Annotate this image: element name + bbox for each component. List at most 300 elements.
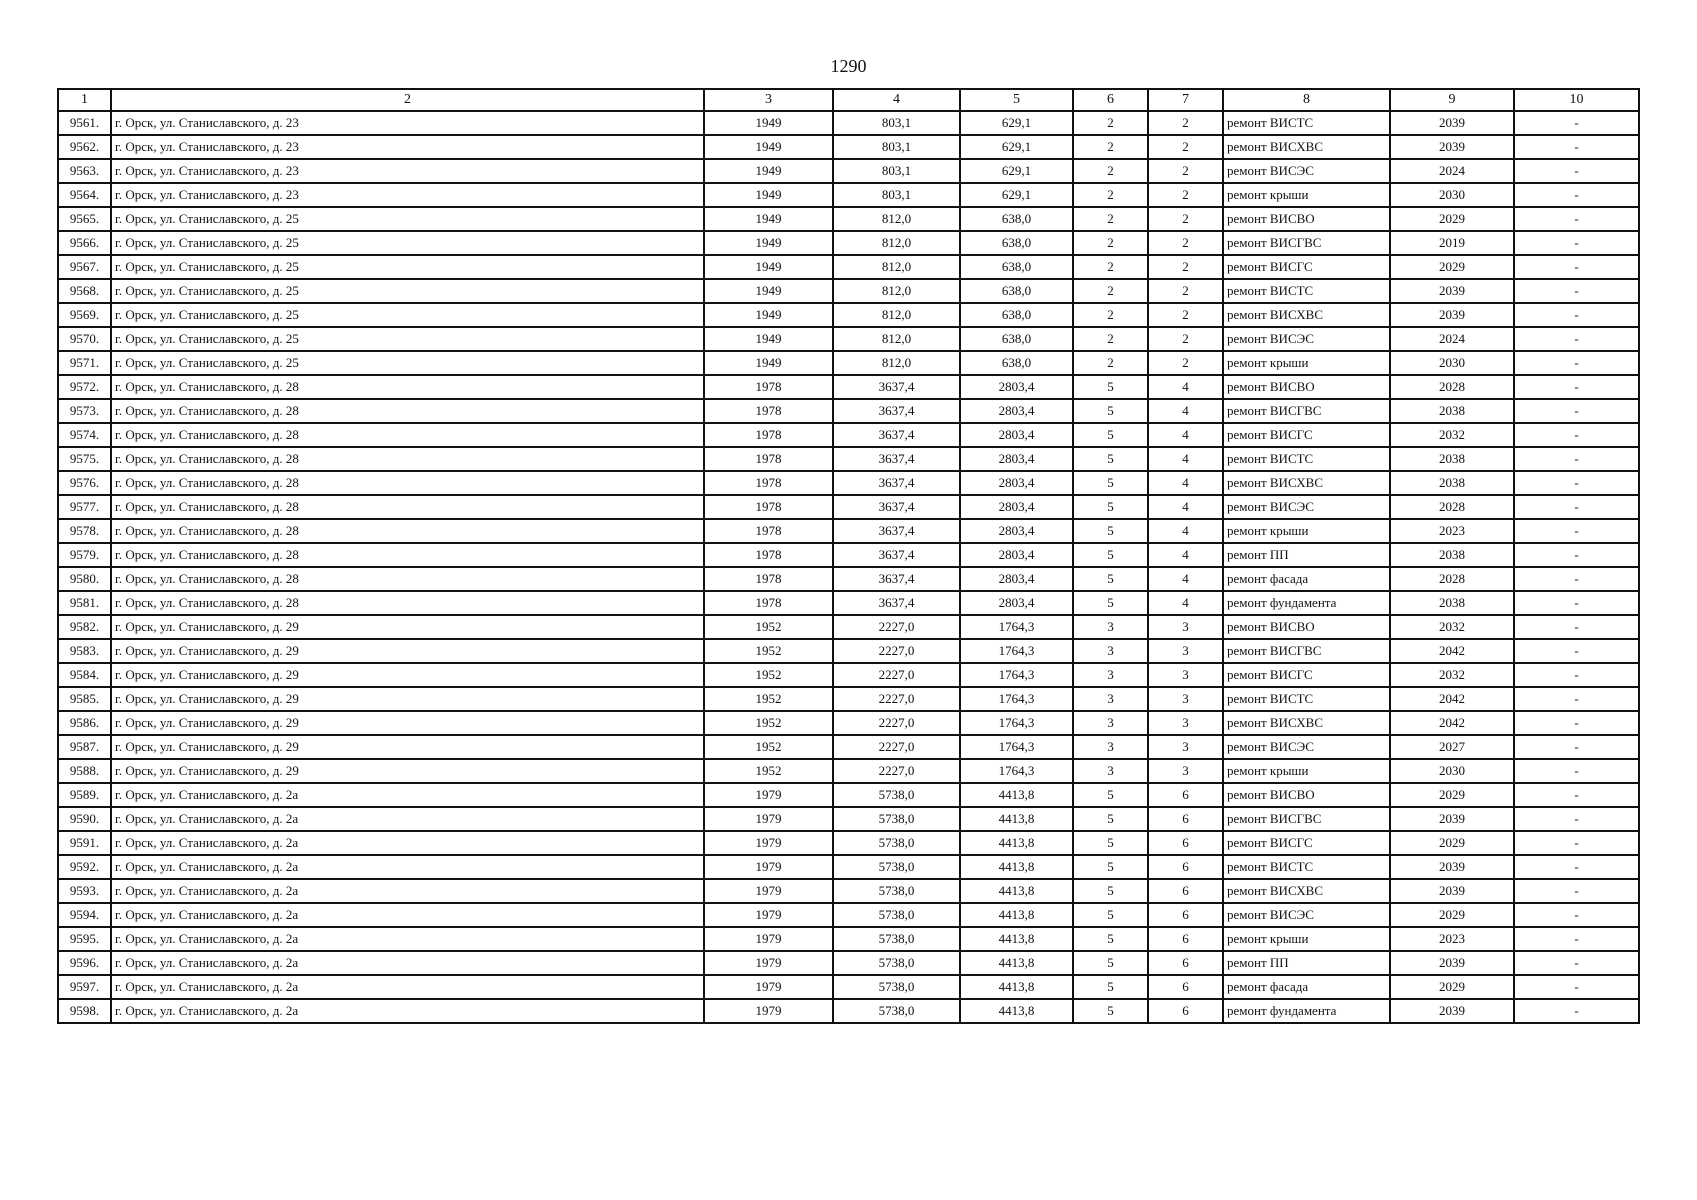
planned-year-cell: 2039 [1390, 879, 1514, 903]
table-row [58, 231, 1639, 255]
table-row [58, 615, 1639, 639]
cost-cell: - [1514, 543, 1639, 567]
row-number-cell: 9597. [58, 975, 111, 999]
cost-cell: - [1514, 495, 1639, 519]
build-year-cell: 1949 [704, 159, 833, 183]
total-area-cell: 812,0 [833, 231, 960, 255]
column-header-8: 8 [1223, 89, 1390, 111]
planned-year-cell: 2042 [1390, 639, 1514, 663]
entrances-cell: 4 [1148, 495, 1223, 519]
table-row [58, 831, 1639, 855]
work-type-cell: ремонт ВИСГС [1223, 255, 1390, 279]
floors-cell: 5 [1073, 447, 1148, 471]
entrances-cell: 2 [1148, 351, 1223, 375]
build-year-cell: 1978 [704, 543, 833, 567]
living-area-cell: 638,0 [960, 303, 1073, 327]
table-row [58, 783, 1639, 807]
total-area-cell: 5738,0 [833, 783, 960, 807]
build-year-cell: 1949 [704, 111, 833, 135]
floors-cell: 3 [1073, 711, 1148, 735]
work-type-cell: ремонт фундамента [1223, 591, 1390, 615]
table-row [58, 735, 1639, 759]
floors-cell: 5 [1073, 975, 1148, 999]
planned-year-cell: 2024 [1390, 159, 1514, 183]
entrances-cell: 4 [1148, 375, 1223, 399]
cost-cell: - [1514, 663, 1639, 687]
total-area-cell: 5738,0 [833, 831, 960, 855]
living-area-cell: 638,0 [960, 207, 1073, 231]
address-cell: г. Орск, ул. Станиславского, д. 25 [111, 255, 704, 279]
floors-cell: 2 [1073, 207, 1148, 231]
living-area-cell: 638,0 [960, 351, 1073, 375]
cost-cell: - [1514, 447, 1639, 471]
address-cell: г. Орск, ул. Станиславского, д. 25 [111, 351, 704, 375]
row-number-cell: 9574. [58, 423, 111, 447]
table-row [58, 567, 1639, 591]
cost-cell: - [1514, 735, 1639, 759]
row-number-cell: 9588. [58, 759, 111, 783]
row-number-cell: 9568. [58, 279, 111, 303]
living-area-cell: 638,0 [960, 327, 1073, 351]
work-type-cell: ремонт ВИСВО [1223, 375, 1390, 399]
cost-cell: - [1514, 135, 1639, 159]
row-number-cell: 9585. [58, 687, 111, 711]
planned-year-cell: 2029 [1390, 207, 1514, 231]
address-cell: г. Орск, ул. Станиславского, д. 2а [111, 855, 704, 879]
work-type-cell: ремонт ВИСГС [1223, 423, 1390, 447]
cost-cell: - [1514, 567, 1639, 591]
work-type-cell: ремонт ВИСВО [1223, 207, 1390, 231]
total-area-cell: 3637,4 [833, 519, 960, 543]
build-year-cell: 1949 [704, 279, 833, 303]
work-type-cell: ремонт ВИСЭС [1223, 159, 1390, 183]
table-row [58, 375, 1639, 399]
row-number-cell: 9577. [58, 495, 111, 519]
table-row [58, 855, 1639, 879]
table-row [58, 903, 1639, 927]
total-area-cell: 812,0 [833, 327, 960, 351]
address-cell: г. Орск, ул. Станиславского, д. 25 [111, 303, 704, 327]
cost-cell: - [1514, 711, 1639, 735]
row-number-cell: 9587. [58, 735, 111, 759]
build-year-cell: 1979 [704, 951, 833, 975]
living-area-cell: 2803,4 [960, 519, 1073, 543]
address-cell: г. Орск, ул. Станиславского, д. 28 [111, 399, 704, 423]
work-type-cell: ремонт ВИСЭС [1223, 903, 1390, 927]
planned-year-cell: 2029 [1390, 783, 1514, 807]
work-type-cell: ремонт ВИСТС [1223, 855, 1390, 879]
entrances-cell: 4 [1148, 399, 1223, 423]
planned-year-cell: 2027 [1390, 735, 1514, 759]
living-area-cell: 629,1 [960, 159, 1073, 183]
row-number-cell: 9595. [58, 927, 111, 951]
total-area-cell: 812,0 [833, 279, 960, 303]
floors-cell: 5 [1073, 831, 1148, 855]
build-year-cell: 1952 [704, 687, 833, 711]
cost-cell: - [1514, 687, 1639, 711]
work-type-cell: ремонт ВИСТС [1223, 279, 1390, 303]
living-area-cell: 1764,3 [960, 735, 1073, 759]
row-number-cell: 9590. [58, 807, 111, 831]
build-year-cell: 1952 [704, 615, 833, 639]
table-row [58, 543, 1639, 567]
entrances-cell: 2 [1148, 135, 1223, 159]
row-number-cell: 9562. [58, 135, 111, 159]
row-number-cell: 9579. [58, 543, 111, 567]
floors-cell: 5 [1073, 903, 1148, 927]
entrances-cell: 4 [1148, 567, 1223, 591]
address-cell: г. Орск, ул. Станиславского, д. 28 [111, 495, 704, 519]
living-area-cell: 2803,4 [960, 543, 1073, 567]
address-cell: г. Орск, ул. Станиславского, д. 2а [111, 951, 704, 975]
row-number-cell: 9591. [58, 831, 111, 855]
cost-cell: - [1514, 855, 1639, 879]
work-type-cell: ремонт ВИСВО [1223, 783, 1390, 807]
living-area-cell: 2803,4 [960, 375, 1073, 399]
living-area-cell: 4413,8 [960, 975, 1073, 999]
cost-cell: - [1514, 303, 1639, 327]
address-cell: г. Орск, ул. Станиславского, д. 28 [111, 375, 704, 399]
living-area-cell: 4413,8 [960, 951, 1073, 975]
entrances-cell: 2 [1148, 159, 1223, 183]
floors-cell: 2 [1073, 135, 1148, 159]
table-row [58, 495, 1639, 519]
build-year-cell: 1979 [704, 975, 833, 999]
address-cell: г. Орск, ул. Станиславского, д. 28 [111, 567, 704, 591]
cost-cell: - [1514, 759, 1639, 783]
floors-cell: 2 [1073, 255, 1148, 279]
work-type-cell: ремонт ВИСЭС [1223, 327, 1390, 351]
build-year-cell: 1949 [704, 207, 833, 231]
table-row [58, 759, 1639, 783]
row-number-cell: 9578. [58, 519, 111, 543]
total-area-cell: 5738,0 [833, 951, 960, 975]
living-area-cell: 4413,8 [960, 999, 1073, 1023]
planned-year-cell: 2032 [1390, 423, 1514, 447]
floors-cell: 5 [1073, 495, 1148, 519]
floors-cell: 3 [1073, 687, 1148, 711]
column-header-4: 4 [833, 89, 960, 111]
floors-cell: 2 [1073, 111, 1148, 135]
build-year-cell: 1979 [704, 879, 833, 903]
entrances-cell: 3 [1148, 711, 1223, 735]
planned-year-cell: 2023 [1390, 927, 1514, 951]
planned-year-cell: 2039 [1390, 279, 1514, 303]
planned-year-cell: 2039 [1390, 303, 1514, 327]
work-type-cell: ремонт крыши [1223, 183, 1390, 207]
floors-cell: 2 [1073, 231, 1148, 255]
table-body [58, 111, 1639, 1023]
living-area-cell: 2803,4 [960, 471, 1073, 495]
build-year-cell: 1978 [704, 567, 833, 591]
living-area-cell: 4413,8 [960, 903, 1073, 927]
total-area-cell: 812,0 [833, 351, 960, 375]
planned-year-cell: 2039 [1390, 951, 1514, 975]
row-number-cell: 9580. [58, 567, 111, 591]
table-row [58, 207, 1639, 231]
floors-cell: 2 [1073, 303, 1148, 327]
cost-cell: - [1514, 807, 1639, 831]
cost-cell: - [1514, 831, 1639, 855]
entrances-cell: 3 [1148, 663, 1223, 687]
address-cell: г. Орск, ул. Станиславского, д. 2а [111, 903, 704, 927]
living-area-cell: 4413,8 [960, 855, 1073, 879]
entrances-cell: 6 [1148, 903, 1223, 927]
total-area-cell: 5738,0 [833, 975, 960, 999]
address-cell: г. Орск, ул. Станиславского, д. 28 [111, 423, 704, 447]
work-type-cell: ремонт ВИСХВС [1223, 471, 1390, 495]
build-year-cell: 1949 [704, 303, 833, 327]
floors-cell: 5 [1073, 855, 1148, 879]
work-type-cell: ремонт ВИСЭС [1223, 735, 1390, 759]
planned-year-cell: 2029 [1390, 903, 1514, 927]
cost-cell: - [1514, 471, 1639, 495]
header-row [58, 89, 1639, 111]
planned-year-cell: 2039 [1390, 135, 1514, 159]
floors-cell: 2 [1073, 327, 1148, 351]
row-number-cell: 9575. [58, 447, 111, 471]
build-year-cell: 1949 [704, 135, 833, 159]
address-cell: г. Орск, ул. Станиславского, д. 29 [111, 735, 704, 759]
build-year-cell: 1949 [704, 255, 833, 279]
cost-cell: - [1514, 783, 1639, 807]
living-area-cell: 2803,4 [960, 399, 1073, 423]
cost-cell: - [1514, 423, 1639, 447]
entrances-cell: 4 [1148, 591, 1223, 615]
total-area-cell: 5738,0 [833, 927, 960, 951]
entrances-cell: 2 [1148, 255, 1223, 279]
total-area-cell: 812,0 [833, 303, 960, 327]
total-area-cell: 5738,0 [833, 807, 960, 831]
build-year-cell: 1949 [704, 231, 833, 255]
cost-cell: - [1514, 999, 1639, 1023]
build-year-cell: 1978 [704, 591, 833, 615]
build-year-cell: 1949 [704, 327, 833, 351]
living-area-cell: 4413,8 [960, 807, 1073, 831]
work-type-cell: ремонт ВИСХВС [1223, 711, 1390, 735]
build-year-cell: 1979 [704, 807, 833, 831]
address-cell: г. Орск, ул. Станиславского, д. 29 [111, 759, 704, 783]
floors-cell: 5 [1073, 927, 1148, 951]
planned-year-cell: 2039 [1390, 999, 1514, 1023]
total-area-cell: 2227,0 [833, 711, 960, 735]
total-area-cell: 2227,0 [833, 663, 960, 687]
cost-cell: - [1514, 927, 1639, 951]
floors-cell: 2 [1073, 351, 1148, 375]
table-row [58, 687, 1639, 711]
work-type-cell: ремонт фундамента [1223, 999, 1390, 1023]
address-cell: г. Орск, ул. Станиславского, д. 23 [111, 111, 704, 135]
floors-cell: 5 [1073, 999, 1148, 1023]
address-cell: г. Орск, ул. Станиславского, д. 2а [111, 975, 704, 999]
planned-year-cell: 2028 [1390, 375, 1514, 399]
entrances-cell: 3 [1148, 615, 1223, 639]
address-cell: г. Орск, ул. Станиславского, д. 29 [111, 615, 704, 639]
address-cell: г. Орск, ул. Станиславского, д. 29 [111, 663, 704, 687]
cost-cell: - [1514, 351, 1639, 375]
total-area-cell: 812,0 [833, 207, 960, 231]
planned-year-cell: 2038 [1390, 591, 1514, 615]
floors-cell: 5 [1073, 951, 1148, 975]
column-header-3: 3 [704, 89, 833, 111]
column-header-1: 1 [58, 89, 111, 111]
table-row [58, 303, 1639, 327]
cost-cell: - [1514, 327, 1639, 351]
entrances-cell: 2 [1148, 207, 1223, 231]
table-row [58, 807, 1639, 831]
entrances-cell: 6 [1148, 855, 1223, 879]
address-cell: г. Орск, ул. Станиславского, д. 29 [111, 687, 704, 711]
floors-cell: 3 [1073, 663, 1148, 687]
planned-year-cell: 2032 [1390, 663, 1514, 687]
work-type-cell: ремонт ВИСГВС [1223, 639, 1390, 663]
address-cell: г. Орск, ул. Станиславского, д. 28 [111, 591, 704, 615]
living-area-cell: 629,1 [960, 111, 1073, 135]
table-row [58, 711, 1639, 735]
column-header-7: 7 [1148, 89, 1223, 111]
entrances-cell: 4 [1148, 471, 1223, 495]
floors-cell: 5 [1073, 375, 1148, 399]
page-number: 1290 [830, 56, 867, 76]
table-header [58, 89, 1639, 111]
planned-year-cell: 2038 [1390, 471, 1514, 495]
cost-cell: - [1514, 159, 1639, 183]
living-area-cell: 1764,3 [960, 615, 1073, 639]
table-row [58, 111, 1639, 135]
address-cell: г. Орск, ул. Станиславского, д. 25 [111, 231, 704, 255]
living-area-cell: 629,1 [960, 135, 1073, 159]
living-area-cell: 2803,4 [960, 423, 1073, 447]
row-number-cell: 9594. [58, 903, 111, 927]
total-area-cell: 3637,4 [833, 591, 960, 615]
cost-cell: - [1514, 615, 1639, 639]
row-number-cell: 9576. [58, 471, 111, 495]
build-year-cell: 1979 [704, 927, 833, 951]
cost-cell: - [1514, 375, 1639, 399]
planned-year-cell: 2024 [1390, 327, 1514, 351]
build-year-cell: 1978 [704, 519, 833, 543]
work-type-cell: ремонт ВИСВО [1223, 615, 1390, 639]
cost-cell: - [1514, 111, 1639, 135]
total-area-cell: 3637,4 [833, 543, 960, 567]
row-number-cell: 9592. [58, 855, 111, 879]
floors-cell: 2 [1073, 159, 1148, 183]
total-area-cell: 3637,4 [833, 375, 960, 399]
total-area-cell: 812,0 [833, 255, 960, 279]
floors-cell: 5 [1073, 423, 1148, 447]
cost-cell: - [1514, 183, 1639, 207]
build-year-cell: 1952 [704, 663, 833, 687]
work-type-cell: ремонт ВИСТС [1223, 447, 1390, 471]
living-area-cell: 1764,3 [960, 639, 1073, 663]
floors-cell: 5 [1073, 399, 1148, 423]
living-area-cell: 1764,3 [960, 663, 1073, 687]
entrances-cell: 2 [1148, 327, 1223, 351]
table-row [58, 255, 1639, 279]
entrances-cell: 2 [1148, 279, 1223, 303]
build-year-cell: 1979 [704, 783, 833, 807]
column-header-9: 9 [1390, 89, 1514, 111]
address-cell: г. Орск, ул. Станиславского, д. 2а [111, 831, 704, 855]
entrances-cell: 4 [1148, 447, 1223, 471]
work-type-cell: ремонт крыши [1223, 759, 1390, 783]
build-year-cell: 1978 [704, 423, 833, 447]
living-area-cell: 2803,4 [960, 591, 1073, 615]
table-row [58, 927, 1639, 951]
cost-cell: - [1514, 231, 1639, 255]
entrances-cell: 6 [1148, 879, 1223, 903]
row-number-cell: 9598. [58, 999, 111, 1023]
entrances-cell: 2 [1148, 183, 1223, 207]
row-number-cell: 9561. [58, 111, 111, 135]
total-area-cell: 3637,4 [833, 495, 960, 519]
floors-cell: 3 [1073, 735, 1148, 759]
work-type-cell: ремонт фасада [1223, 975, 1390, 999]
build-year-cell: 1979 [704, 831, 833, 855]
row-number-cell: 9571. [58, 351, 111, 375]
work-type-cell: ремонт ВИСХВС [1223, 135, 1390, 159]
work-type-cell: ремонт ВИСГВС [1223, 807, 1390, 831]
table-row [58, 183, 1639, 207]
floors-cell: 2 [1073, 183, 1148, 207]
entrances-cell: 4 [1148, 423, 1223, 447]
address-cell: г. Орск, ул. Станиславского, д. 2а [111, 807, 704, 831]
column-header-5: 5 [960, 89, 1073, 111]
build-year-cell: 1952 [704, 759, 833, 783]
row-number-cell: 9582. [58, 615, 111, 639]
work-type-cell: ремонт ВИСГВС [1223, 231, 1390, 255]
address-cell: г. Орск, ул. Станиславского, д. 25 [111, 279, 704, 303]
address-cell: г. Орск, ул. Станиславского, д. 29 [111, 711, 704, 735]
table-row [58, 591, 1639, 615]
cost-cell: - [1514, 639, 1639, 663]
address-cell: г. Орск, ул. Станиславского, д. 23 [111, 135, 704, 159]
table-row [58, 159, 1639, 183]
build-year-cell: 1978 [704, 447, 833, 471]
planned-year-cell: 2028 [1390, 495, 1514, 519]
build-year-cell: 1979 [704, 903, 833, 927]
total-area-cell: 2227,0 [833, 759, 960, 783]
entrances-cell: 4 [1148, 519, 1223, 543]
entrances-cell: 4 [1148, 543, 1223, 567]
floors-cell: 5 [1073, 519, 1148, 543]
table-row [58, 279, 1639, 303]
total-area-cell: 3637,4 [833, 567, 960, 591]
table-row [58, 639, 1639, 663]
entrances-cell: 6 [1148, 951, 1223, 975]
total-area-cell: 5738,0 [833, 855, 960, 879]
total-area-cell: 3637,4 [833, 423, 960, 447]
living-area-cell: 4413,8 [960, 879, 1073, 903]
row-number-cell: 9569. [58, 303, 111, 327]
build-year-cell: 1978 [704, 399, 833, 423]
cost-cell: - [1514, 879, 1639, 903]
planned-year-cell: 2029 [1390, 831, 1514, 855]
entrances-cell: 3 [1148, 639, 1223, 663]
floors-cell: 5 [1073, 543, 1148, 567]
work-type-cell: ремонт ПП [1223, 543, 1390, 567]
floors-cell: 3 [1073, 759, 1148, 783]
build-year-cell: 1978 [704, 375, 833, 399]
living-area-cell: 2803,4 [960, 447, 1073, 471]
total-area-cell: 803,1 [833, 183, 960, 207]
planned-year-cell: 2039 [1390, 111, 1514, 135]
floors-cell: 5 [1073, 879, 1148, 903]
planned-year-cell: 2042 [1390, 687, 1514, 711]
row-number-cell: 9589. [58, 783, 111, 807]
living-area-cell: 2803,4 [960, 495, 1073, 519]
work-type-cell: ремонт крыши [1223, 519, 1390, 543]
